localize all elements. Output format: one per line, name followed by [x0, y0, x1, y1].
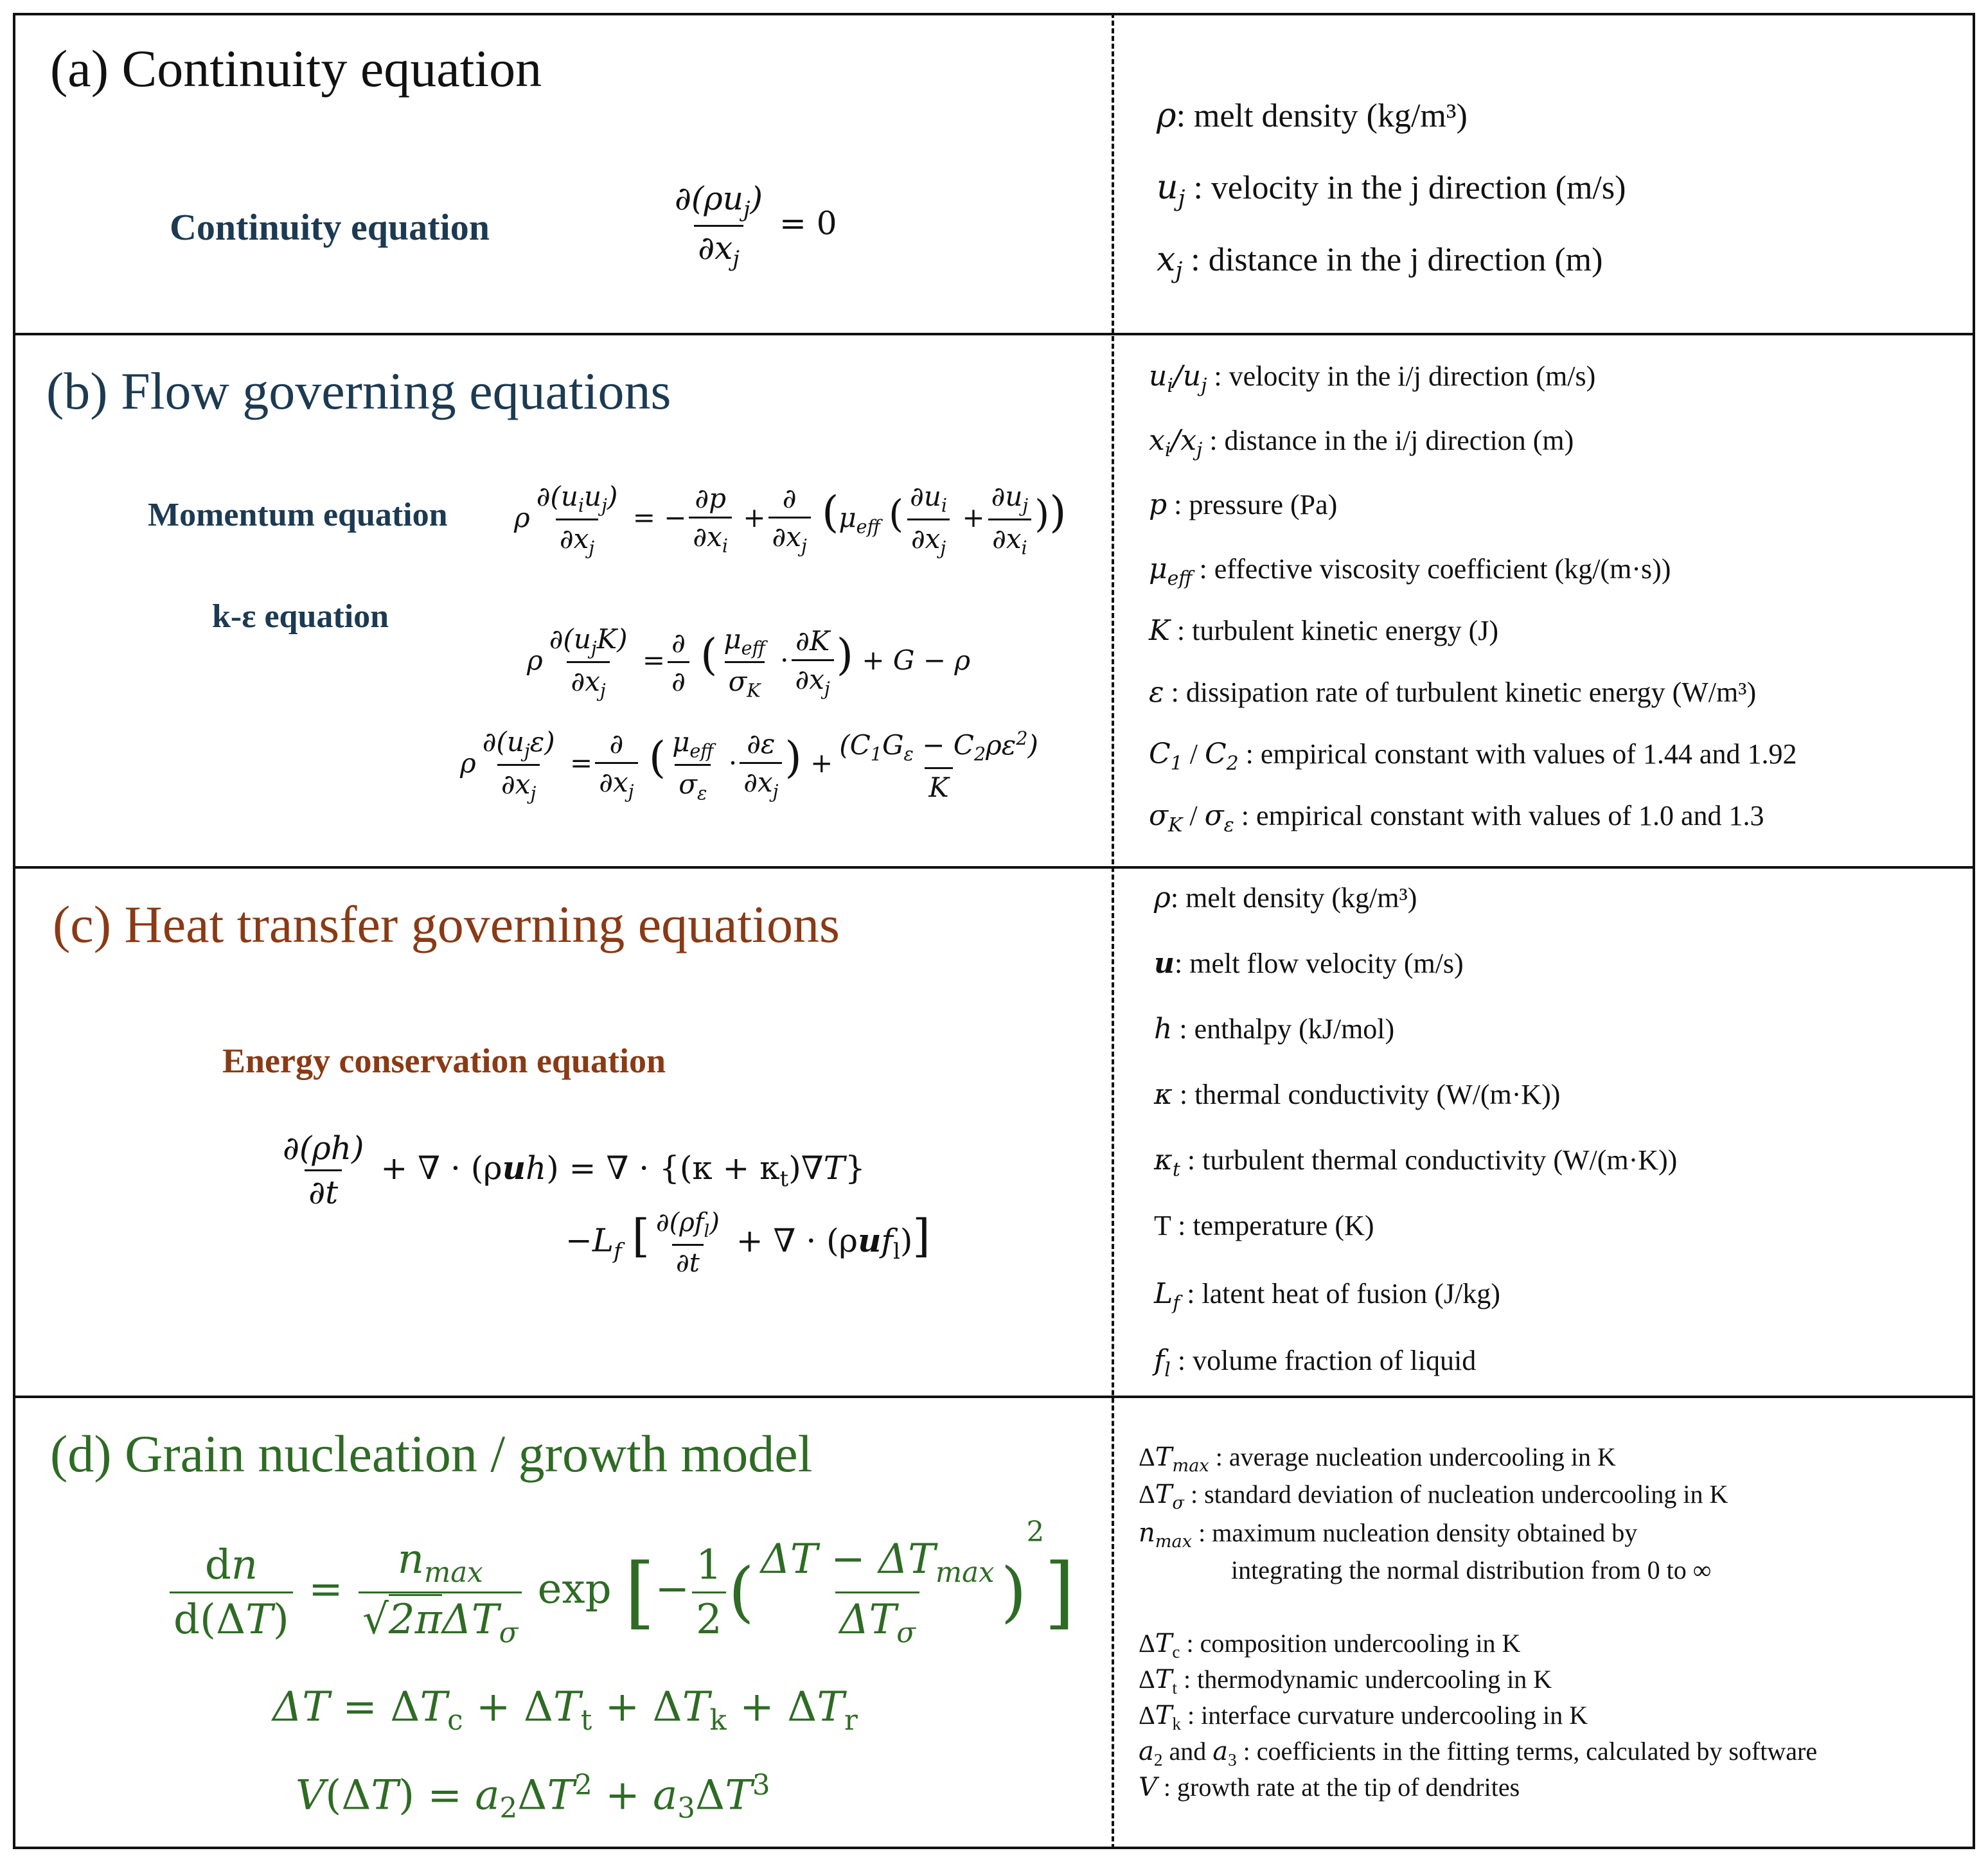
undercooling-equation: $\Delta T = \Delta T_c + \Delta T_t + \Delta T_k + \Delta T_r$ [272, 1683, 858, 1737]
energy-equation-line1: $\frac{\partial(\rho h)}{\partial t}$ + ∇ · (ρuh) = ∇ · $\{(\kappa + \kappa_t)\nabla T\}$ [283, 1130, 865, 1211]
var-d-max-density: $n_{max}$ : maximum nucleation density obtained by [1139, 1518, 1638, 1552]
section-a-title: (a) Continuity equation [50, 39, 542, 98]
var-c-conductivity: κ : thermal conductivity (W/(m·K)) [1154, 1078, 1561, 1111]
var-b-kinetic-energy: K : turbulent kinetic energy (J) [1149, 614, 1499, 647]
divider-cd [13, 1396, 1975, 1398]
var-c-turbulent-conductivity: $\kappa_t$ : turbulent thermal conductivity (W/(m·K)) [1154, 1144, 1678, 1181]
section-c-title: (c) Heat transfer governing equations [53, 895, 840, 953]
var-d-curvature: $\Delta T_k$ : interface curvature undercooling in K [1139, 1701, 1588, 1733]
var-b-viscosity: $\mu_{eff}$ : effective viscosity coefficient (kg/(m·s)) [1149, 553, 1671, 590]
k-eps-label: k-ε equation [212, 598, 389, 635]
nucleation-equation: $\frac{dn}{d(\Delta T)}$ = $\frac{n_{max}}{√2\pi\Delta T_\sigma}$ exp [− $\frac{1}{2}$ ( $\frac{\Delta T - \Delta T_{max}}{\Delta T_\sigma}$ )$^2$] [167, 1516, 1075, 1649]
divider-bc [13, 866, 1975, 869]
var-d-avg-undercooling: $\Delta T_{max}$ : average nucleation undercooling in K [1139, 1442, 1616, 1476]
var-c-liquid-fraction: $f_l$ : volume fraction of liquid [1154, 1344, 1477, 1381]
var-b-velocity: $u_i/u_j$ : velocity in the i/j direction (m/s) [1149, 360, 1596, 397]
divider-ab [13, 333, 1975, 335]
energy-label: Energy conservation equation [222, 1042, 666, 1080]
var-d-coefficients: $a_2$ and $a_3$ : coefficients in the fitting terms, calculated by software [1139, 1737, 1818, 1769]
var-a-density: ρ: melt density (kg/m³) [1157, 96, 1468, 135]
var-c-flow-velocity: u: melt flow velocity (m/s) [1154, 947, 1464, 980]
var-b-pressure: p : pressure (Pa) [1149, 488, 1338, 521]
var-b-distance: $x_i/x_j$ : distance in the i/j direction (m) [1149, 424, 1574, 461]
var-d-thermodynamic: $\Delta T_t$ : thermodynamic undercooling in K [1139, 1665, 1552, 1698]
column-divider [1112, 13, 1114, 1849]
momentum-label: Momentum equation [148, 497, 448, 533]
epsilon-equation: ρ $\frac{\partial(u_j\varepsilon)}{\partial x_j}$ = $\frac{\partial}{\partial x_j}$ ( $\frac{\mu_{eff}}{\sigma_\varepsilon}$ · $\frac{\partial\varepsilon}{\partial x_j}$ ) + $\frac{(C_1G_\varepsilon - C_2\rho\varepsilon^2)}{K}$ [460, 726, 1038, 804]
var-c-enthalpy: h : enthalpy (kJ/mol) [1154, 1013, 1395, 1045]
growth-rate-equation: $V(\Delta T) = a_2\Delta T^2 + a_3\Delta T^3$ [296, 1769, 770, 1825]
var-c-temperature: T : temperature (K) [1154, 1210, 1374, 1241]
k-equation: ρ $\frac{\partial(u_jK)}{\partial x_j}$ = $\frac{\partial}{\partial}$ ( $\frac{\mu_{eff}}{\sigma_K}$ · $\frac{\partial K}{\partial x_j}$ ) + G − ρ [527, 623, 971, 702]
var-b-c-constants: $C_1 / C_2$ : empirical constant with values of 1.44 and 1.92 [1149, 738, 1797, 775]
section-b-title: (b) Flow governing equations [46, 362, 671, 420]
continuity-equation: $\frac{\partial(\rho u_j)}{\partial x_j}$ = 0 [675, 180, 837, 272]
var-d-composition: $\Delta T_c$ : composition undercooling in K [1139, 1629, 1521, 1662]
var-a-distance: $x_j$ : distance in the j direction (m) [1157, 240, 1603, 284]
var-c-latent-heat: $L_f$ : latent heat of fusion (J/kg) [1154, 1277, 1500, 1315]
var-a-velocity: $u_j$ : velocity in the j direction (m/s) [1157, 168, 1626, 212]
var-d-growth-rate: V : growth rate at the tip of dendrites [1139, 1773, 1520, 1802]
continuity-label: Continuity equation [170, 206, 490, 248]
var-d-std-undercooling: $\Delta T_\sigma$ : standard deviation of nucleation undercooling in K [1139, 1480, 1728, 1513]
momentum-equation: ρ $\frac{\partial(u_iu_j)}{\partial x_j}$ = − $\frac{\partial p}{\partial x_i}$ + $\frac{\partial}{\partial x_j}$ ($\mu_{eff}$ ( $\frac{\partial u_i}{\partial x_j}$ + $\frac{\partial u_j}{\partial x_i}$ )) [514, 481, 1067, 559]
var-d-max-density-cont: integrating the normal distribution from 0 to ∞ [1231, 1556, 1712, 1584]
var-c-density: ρ: melt density (kg/m³) [1154, 882, 1417, 914]
energy-equation-line2: $-L_f$ [ $\frac{\partial(\rho f_l)}{\partial t}$ + ∇ · (ρuf$_l$)] [565, 1208, 930, 1278]
var-b-sigma-constants: $\sigma_K / \sigma_\varepsilon$ : empirical constant with values of 1.0 and 1.3 [1149, 799, 1764, 837]
var-b-dissipation: ε : dissipation rate of turbulent kinetic energy (W/m³) [1149, 676, 1757, 709]
section-d-title: (d) Grain nucleation / growth model [50, 1424, 813, 1483]
